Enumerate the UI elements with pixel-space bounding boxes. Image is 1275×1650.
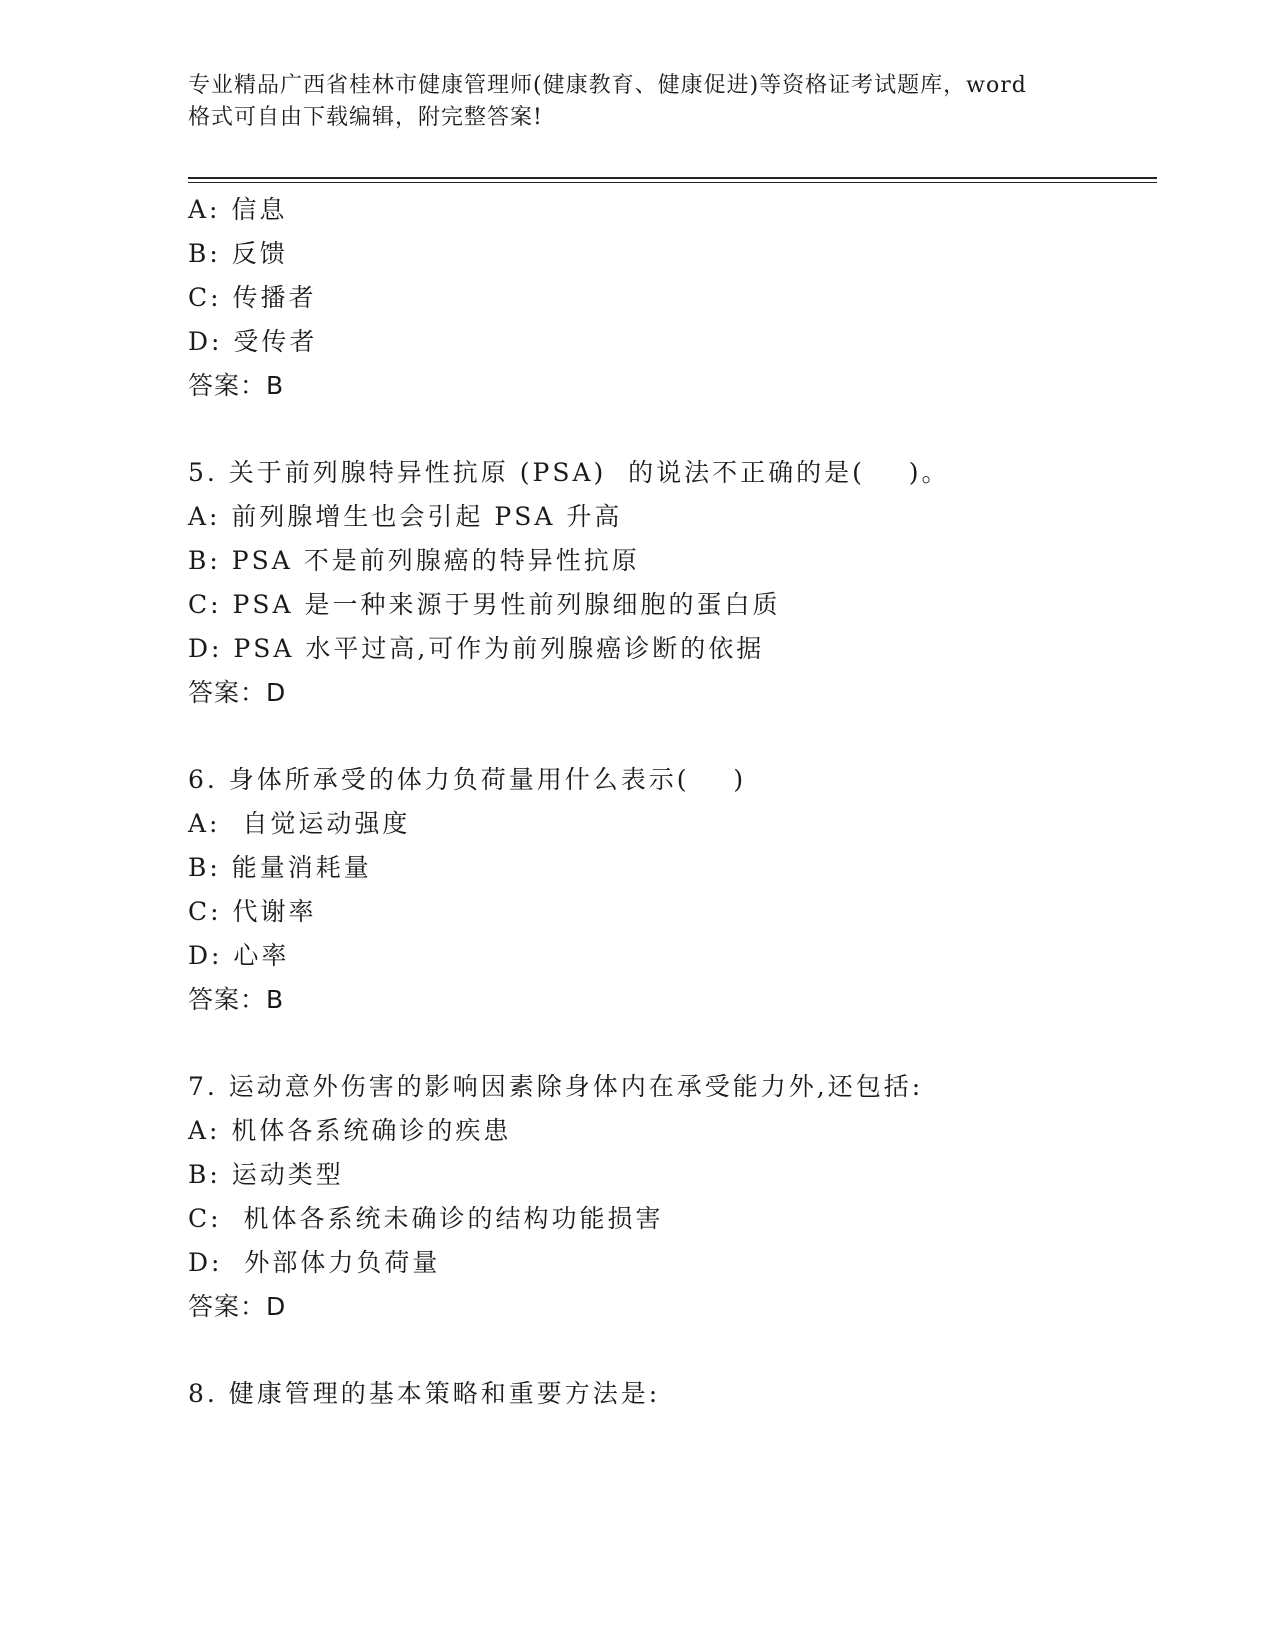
q6-option-c: C: 代谢率 bbox=[188, 897, 317, 926]
header-line-1: 专业精品广西省桂林市健康管理师(健康教育、健康促进)等资格证考试题库，word bbox=[188, 73, 1027, 98]
q7-option-b: B: 运动类型 bbox=[188, 1160, 344, 1189]
q5-answer: 答案：D bbox=[188, 678, 287, 707]
q4-option-a: A: 信息 bbox=[188, 195, 288, 224]
header-rule-thin bbox=[188, 182, 1157, 183]
q4-answer: 答案：B bbox=[188, 371, 285, 400]
document-header bbox=[188, 70, 1088, 134]
q6-stem: 6. 身体所承受的体力负荷量用什么表示( ) bbox=[188, 765, 747, 794]
q7-stem: 7. 运动意外伤害的影响因素除身体内在承受能力外,还包括: bbox=[188, 1072, 924, 1101]
header-rule-thick bbox=[188, 177, 1157, 179]
q5-option-a: A: 前列腺增生也会引起 PSA 升高 bbox=[188, 502, 623, 531]
q5-option-d: D: PSA 水平过高,可作为前列腺癌诊断的依据 bbox=[188, 634, 765, 663]
q6-answer: 答案：B bbox=[188, 985, 285, 1014]
q7-option-c: C: 机体各系统未确诊的结构功能损害 bbox=[188, 1204, 664, 1233]
q6-option-b: B: 能量消耗量 bbox=[188, 853, 372, 882]
q4-option-d: D: 受传者 bbox=[188, 327, 318, 356]
q4-option-b: B: 反馈 bbox=[188, 239, 288, 268]
header-line-2: 格式可自由下载编辑，附完整答案! bbox=[188, 105, 543, 130]
q6-option-a: A: 自觉运动强度 bbox=[188, 809, 411, 838]
q7-option-a: A: 机体各系统确诊的疾患 bbox=[188, 1116, 512, 1145]
q6-option-d: D: 心率 bbox=[188, 941, 290, 970]
q5-option-b: B: PSA 不是前列腺癌的特异性抗原 bbox=[188, 546, 640, 575]
q5-option-c: C: PSA 是一种来源于男性前列腺细胞的蛋白质 bbox=[188, 590, 781, 619]
q5-stem: 5. 关于前列腺特异性抗原 (PSA) 的说法不正确的是( )。 bbox=[188, 458, 950, 487]
q7-option-d: D: 外部体力负荷量 bbox=[188, 1248, 441, 1277]
q8-stem: 8. 健康管理的基本策略和重要方法是: bbox=[188, 1379, 661, 1408]
q4-option-c: C: 传播者 bbox=[188, 283, 317, 312]
q7-answer: 答案：D bbox=[188, 1292, 287, 1321]
